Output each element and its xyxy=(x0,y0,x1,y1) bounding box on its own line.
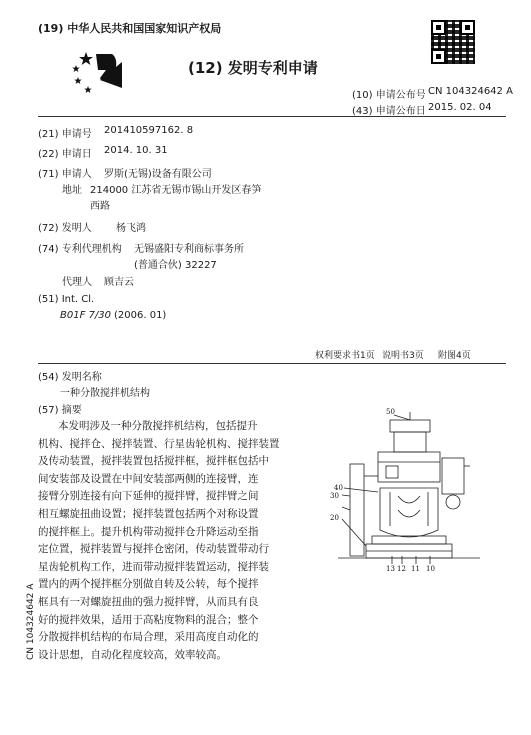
abstract-line: 的搅拌框上。提升机构带动搅拌仓升降运动至指 xyxy=(38,525,259,538)
part-label-13: 13 xyxy=(386,565,395,573)
counts-divider xyxy=(38,363,506,364)
abstract-line: 机构、搅拌仓、搅拌装置、行星齿轮机构、搅拌装置 xyxy=(38,437,280,450)
abstract-line: 间安装部及设置在中间安装部两侧的连接臂，连 xyxy=(38,472,259,485)
inventor-name: 杨飞鸿 xyxy=(116,223,146,234)
invention-name: 一种分散搅拌机结构 xyxy=(60,388,150,399)
application-date-label: (22) 申请日 xyxy=(38,149,92,160)
qr-code-icon xyxy=(431,20,475,64)
address-label: 地址 xyxy=(62,185,82,196)
mixer-drawing xyxy=(320,406,500,574)
abstract-line: 及传动装置，搅拌装置包括搅拌框，搅拌框包括中 xyxy=(38,455,269,468)
application-number-label: (21) 申请号 xyxy=(38,129,92,140)
abstract-line: 分散搅拌机结构的布局合理，采用高度自动化的 xyxy=(38,631,259,644)
application-date: 2014. 10. 31 xyxy=(104,145,168,156)
part-label-40: 40 xyxy=(334,484,343,492)
abstract-line: 设计思想，自动化程度较高，效率较高。 xyxy=(38,648,227,661)
abstract-line: 定位置，搅拌装置与搅拌仓密闭，传动装置带动行 xyxy=(38,543,269,556)
agency-label: (74) 专利代理机构 xyxy=(38,244,122,255)
address-line-2: 西路 xyxy=(90,201,110,212)
abstract-body xyxy=(38,418,296,664)
claims-page-count: 权利要求书1页 xyxy=(315,351,375,361)
drawings-page-count: 附图4页 xyxy=(438,351,471,361)
agency-name: 无锡盛阳专利商标事务所 xyxy=(134,244,244,255)
abstract-line: 接臂分别连接有向下延伸的搅拌臂，搅拌臂之间 xyxy=(38,490,259,503)
publication-number-label: (10) 申请公布号 xyxy=(352,90,426,101)
int-cl-label: (51) Int. Cl. xyxy=(38,294,95,305)
agent-label: 代理人 xyxy=(62,277,92,288)
abstract-line: 好的搅拌效果，适用于高粘度物料的混合；整个 xyxy=(38,613,259,626)
application-number: 201410597162. 8 xyxy=(104,125,194,136)
address-line-1: 214000 江苏省无锡市锡山开发区春笋 xyxy=(90,185,262,196)
abstract-line: 本发明涉及一种分散搅拌机结构，包括提升 xyxy=(58,420,258,432)
publication-date: 2015. 02. 04 xyxy=(428,102,492,113)
abstract-line: 星齿轮机构工作，进而带动搅拌装置运动，搅拌装 xyxy=(38,560,269,573)
cnipa-logo-icon xyxy=(66,48,130,96)
publication-date-label: (43) 申请公布日 xyxy=(352,106,426,117)
int-cl-version: (2006. 01) xyxy=(114,310,167,321)
description-page-count: 说明书3页 xyxy=(382,351,424,361)
part-label-12: 12 xyxy=(397,565,406,573)
inventor-label: (72) 发明人 xyxy=(38,223,92,234)
vertical-publication-number: CN 104324642 A xyxy=(26,583,36,660)
abstract-line: 相互螺旋扭曲设置；搅拌装置包括两个对称设置 xyxy=(38,507,259,520)
invention-name-label: (54) 发明名称 xyxy=(38,372,102,383)
applicant-label: (71) 申请人 xyxy=(38,169,92,180)
document-type-title: (12) 发明专利申请 xyxy=(188,59,318,77)
part-label-11: 11 xyxy=(411,565,420,573)
part-label-30: 30 xyxy=(330,492,339,500)
applicant-name: 罗斯(无锡)设备有限公司 xyxy=(104,169,212,180)
part-label-20: 20 xyxy=(330,514,339,522)
publication-number: CN 104324642 A xyxy=(428,86,513,97)
abstract-line: 置内的两个搅拌框分别做自转及公转，每个搅拌 xyxy=(38,578,259,591)
patent-office-title: (19) 中华人民共和国国家知识产权局 xyxy=(38,22,222,35)
agency-code: (普通合伙) 32227 xyxy=(134,260,217,271)
agent-name: 顾吉云 xyxy=(104,277,134,288)
abstract-line: 框具有一对螺旋扭曲的强力搅拌臂，从而具有良 xyxy=(38,595,259,608)
part-label-50: 50 xyxy=(386,408,395,416)
int-cl-class: B01F 7/30 xyxy=(60,310,111,321)
part-label-10: 10 xyxy=(426,565,435,573)
abstract-label: (57) 摘要 xyxy=(38,405,82,416)
header-divider xyxy=(38,116,506,117)
